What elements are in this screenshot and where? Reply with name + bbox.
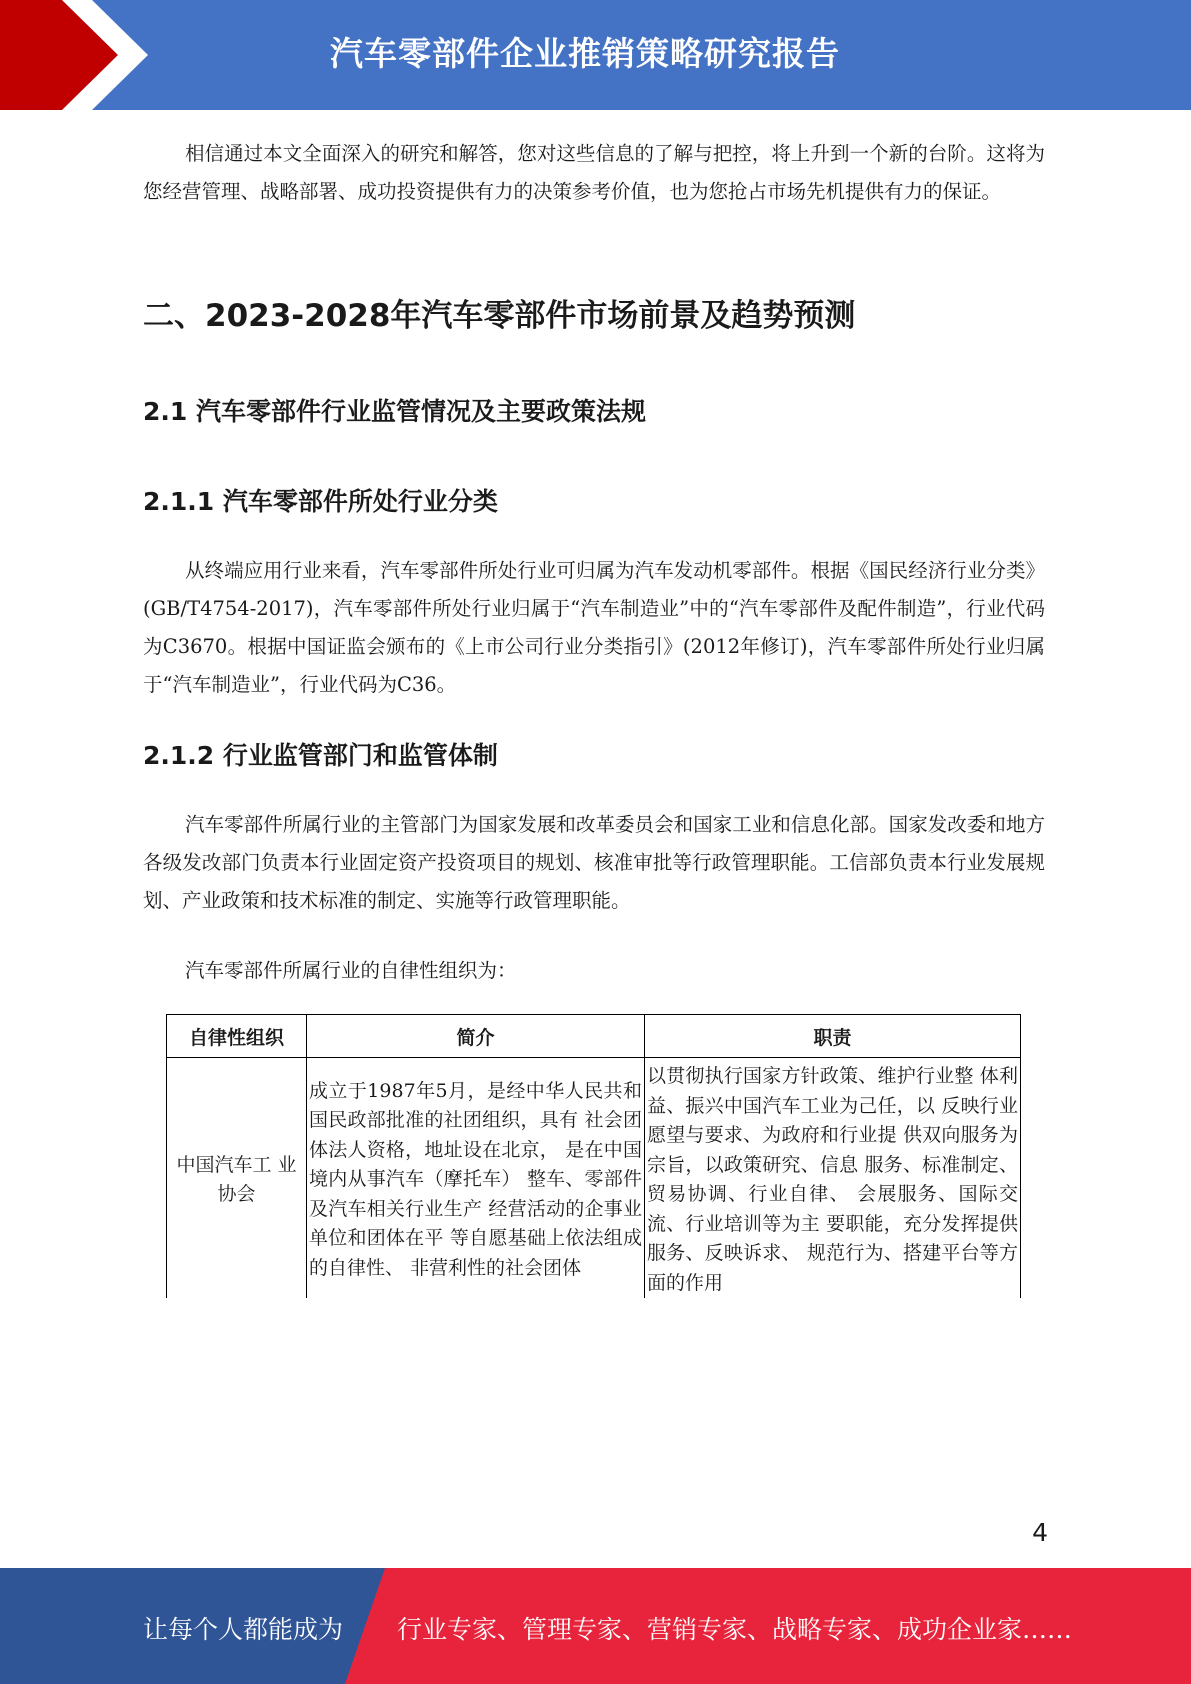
self-regulatory-table bbox=[166, 1014, 1021, 1298]
report-title: 汽车零部件企业推销策略研究报告 bbox=[330, 34, 840, 73]
table-header-organization: 自律性组织 bbox=[167, 1015, 307, 1058]
table-header-duties: 职责 bbox=[645, 1015, 1021, 1058]
intro-paragraph: 相信通过本文全面深入的研究和解答，您对这些信息的了解与把控，将上升到一个新的台阶。这将为您经营管理、战略部署、成功投资提供有力的决策参考价值，也为您抢占市场先机提供有力的保证。 bbox=[143, 142, 1045, 203]
table-cell-organization: 中国汽车工 业协会 bbox=[167, 1058, 307, 1299]
table-cell-introduction: 成立于1987年5月，是经中华人民共和国民政部批准的社团组织，具有 社会团体法人资格，地址设在北京， 是在中国境内从事汽车（摩托车） 整车、零部件及汽车相关行业生产 经营活动的企事业单位和团体在平 等自愿基础上依法组成的自律性、 非营利性的社会团体 bbox=[307, 1058, 645, 1299]
footer-slogan-right: 行业专家、管理专家、营销专家、战略专家、成功企业家…… bbox=[397, 1615, 1073, 1644]
paragraph-industry-classification: 从终端应用行业来看，汽车零部件所处行业可归属为汽车发动机零部件。根据《国民经济行业分类》(GB/T4754-2017)，汽车零部件所处行业归属于“汽车制造业”中的“汽车零部件及配件制造”，行业代码为C3670。根据中国证监会颁布的《上市公司行业分类指引》(2012年修订)，汽车零部件所处行业归属于“汽车制造业”，行业代码为C36。 bbox=[143, 559, 1045, 696]
section-title: 二、2023-2028年汽车零部件市场前景及趋势预测 bbox=[143, 298, 856, 334]
table-header-row bbox=[167, 1015, 1021, 1058]
paragraph-regulatory-system: 汽车零部件所属行业的主管部门为国家发展和改革委员会和国家工业和信息化部。国家发改委和地方各级发改部门负责本行业固定资产投资项目的规划、核准审批等行政管理职能。工信部负责本行业发展规划、产业政策和技术标准的制定、实施等行政管理职能。 bbox=[143, 813, 1045, 912]
header-arrow-shape bbox=[0, 0, 160, 110]
table-row bbox=[167, 1058, 1021, 1299]
subsection-2-1-title: 2.1 汽车零部件行业监管情况及主要政策法规 bbox=[143, 397, 646, 426]
page-number: 4 bbox=[1032, 1518, 1048, 1547]
paragraph-self-regulatory-intro: 汽车零部件所属行业的自律性组织为： bbox=[185, 959, 517, 982]
subsection-2-1-1-title: 2.1.1 汽车零部件所处行业分类 bbox=[143, 487, 498, 516]
footer-slogan-left: 让每个人都能成为 bbox=[143, 1615, 344, 1644]
footer-banner bbox=[0, 1568, 1191, 1684]
header-banner bbox=[0, 0, 1191, 110]
table-header-introduction: 简介 bbox=[307, 1015, 645, 1058]
table-cell-duties: 以贯彻执行国家方针政策、维护行业整 体利益、振兴中国汽车工业为己任，以 反映行业愿望与要求、为政府和行业提 供双向服务为宗旨，以政策研究、信息 服务、标准制定、贸易协调、行业自律、 会展服务、国际交流、行业培训等为主 要职能，充分发挥提供服务、反映诉求、 规范行为、搭建平台等方面的作用 bbox=[645, 1058, 1021, 1299]
subsection-2-1-2-title: 2.1.2 行业监管部门和监管体制 bbox=[143, 741, 498, 770]
